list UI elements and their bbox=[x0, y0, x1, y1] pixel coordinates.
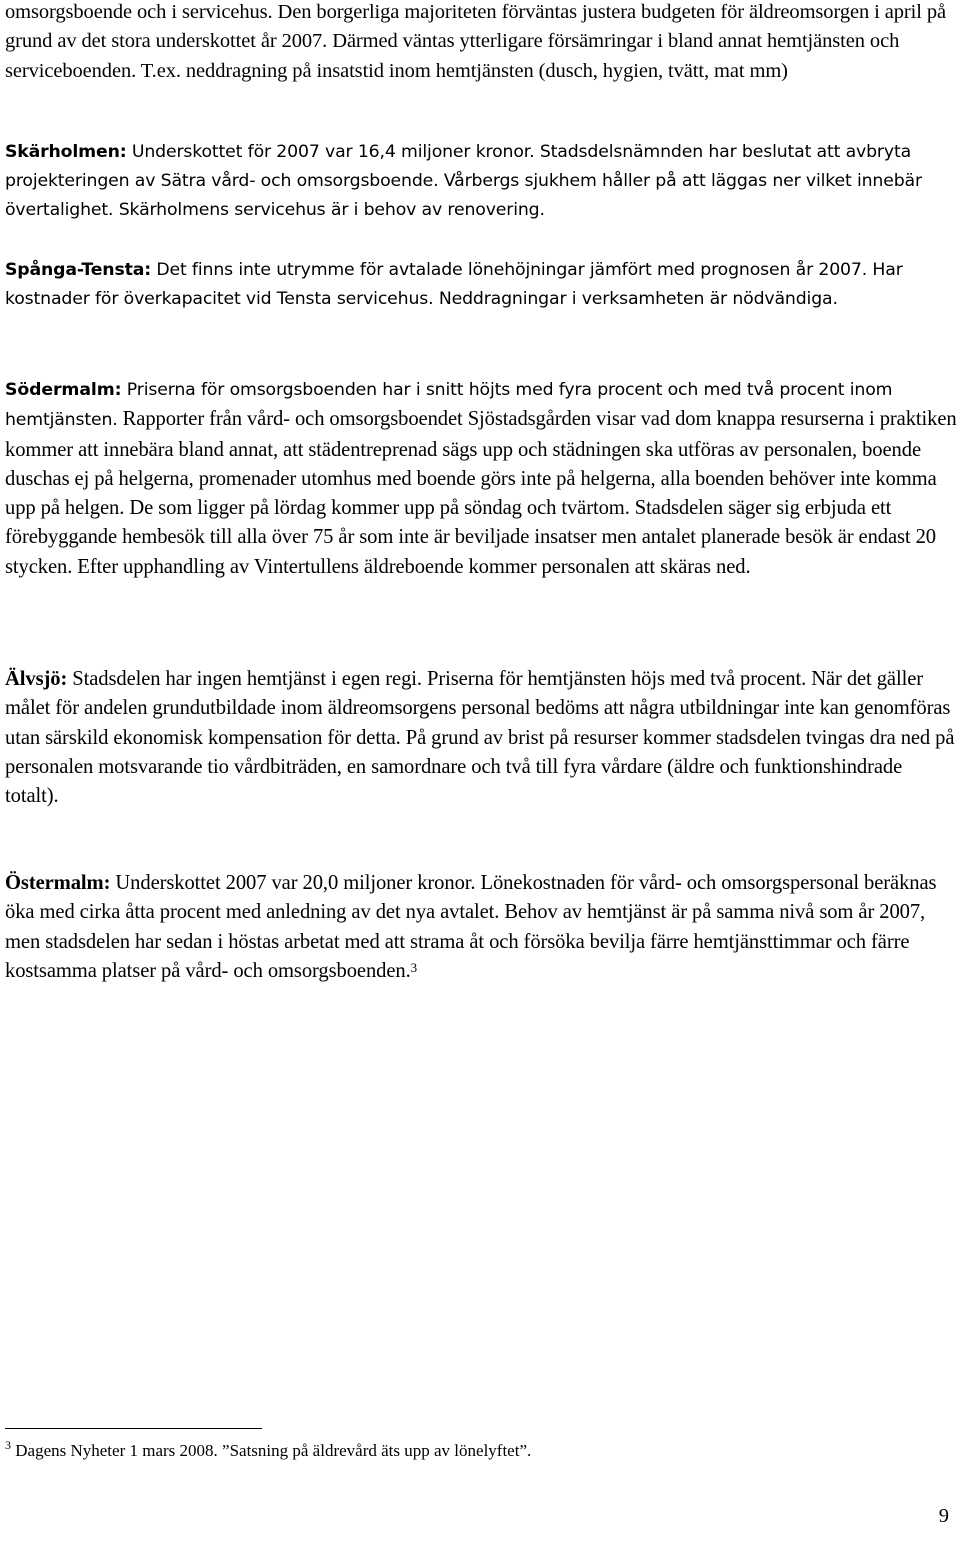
paragraph-sodermalm-sans-text: Priserna för omsorgsboenden har i snitt höjts med fyra procent och med två procent inom hemtjänsten. bbox=[5, 380, 893, 431]
paragraph-ostermalm-text: Underskottet 2007 var 20,0 miljoner kronor. Lönekostnaden för vård- och omsorgspersonal beräknas öka med cirka åtta procent med anledning av det nya avtalet. Behov av hemtjänst är på samma nivå som år 2007, men stadsdelen har sedan i höstas arbetat med att strama åt och försöka bevilja färre hemtjänsttimmar och färre kostsamma platser på vård- och omsorgsboenden. bbox=[5, 872, 937, 982]
paragraph-spanga-tensta-text: Det finns inte utrymme för avtalade lönehöjningar jämfört med prognosen år 2007. Har kostnader för överkapacitet vid Tensta servicehus. Neddragningar i verksamheten är nödvändiga. bbox=[5, 260, 903, 309]
paragraph-intro-text: omsorgsboende och i servicehus. Den borgerliga majoriteten förväntas justera budgeten för äldreomsorgen i april på grund av det stora underskottet år 2007. Därmed väntas ytterligare försämringar i bland annat hemtjänsten och serviceboenden. T.ex. neddragning på insatstid inom hemtjänsten (dusch, hygien, tvätt, mat mm) bbox=[5, 1, 947, 82]
heading-spanga-tensta: Spånga-Tensta: bbox=[5, 260, 151, 280]
heading-skarholmen: Skärholmen: bbox=[5, 142, 127, 162]
footnote-reference[interactable]: 3 bbox=[410, 959, 418, 975]
paragraph-sodermalm-serif-text: Rapporter från vård- och omsorgsboendet Sjöstadsgården visar vad dom knappa resurserna i praktiken kommer att innebära bland annat, att städentreprenad sägs upp och städningen ska utföras av personalen, boende duschas ej på helgerna, promenader utomhus med boende görs inte på helgerna, alla boenden behöver inte komma upp på helgen. De som ligger på lördag kommer upp på söndag och tvärtom. Stadsdelen säger sig erbjuda ett förebyggande hembesök till alla över 75 år som inte är beviljade insatser men antalet planerade besök är endast 20 stycken. Efter upphandling av Vintertullens äldreboende kommer personalen att skäras ned. bbox=[5, 408, 957, 578]
heading-alvsjo: Älvsjö: bbox=[5, 668, 68, 690]
footnote-marker: 3 bbox=[5, 1438, 11, 1452]
paragraph-spanga-tensta bbox=[5, 256, 957, 314]
heading-ostermalm: Östermalm: bbox=[5, 872, 111, 894]
paragraph-alvsjo-text: Stadsdelen har ingen hemtjänst i egen regi. Priserna för hemtjänsten höjs med två procent. När det gäller målet för andelen grundutbildade inom äldreomsorgens personal bedöms att några utbildningar inte kan genomföras utan särskild ekonomisk kompensation för detta. På grund av brist på resurser kommer stadsdelen tvingas dra ned på personalen motsvarande tio vårdbiträden, en samordnare och två till fyra vårdare (äldre och funktionshindrade totalt). bbox=[5, 668, 955, 808]
paragraph-skarholmen bbox=[5, 138, 957, 225]
paragraph-sodermalm bbox=[5, 375, 957, 582]
footnote-separator bbox=[5, 1428, 262, 1429]
footnote-text: Dagens Nyheter 1 mars 2008. ”Satsning på äldrevård äts upp av lönelyftet”. bbox=[11, 1441, 532, 1460]
heading-sodermalm: Södermalm: bbox=[5, 380, 122, 400]
paragraph-alvsjo bbox=[5, 665, 957, 811]
footnote bbox=[5, 1440, 531, 1462]
paragraph-intro bbox=[5, 0, 957, 86]
paragraph-skarholmen-text: Underskottet för 2007 var 16,4 miljoner kronor. Stadsdelsnämnden har beslutat att avbryta projekteringen av Sätra vård- och omsorgsboende. Vårbergs sjukhem håller på att läggas ner vilket innebär övertalighet. Skärholmens servicehus är i behov av renovering. bbox=[5, 142, 922, 220]
page-number: 9 bbox=[938, 1505, 949, 1527]
paragraph-ostermalm bbox=[5, 869, 957, 986]
